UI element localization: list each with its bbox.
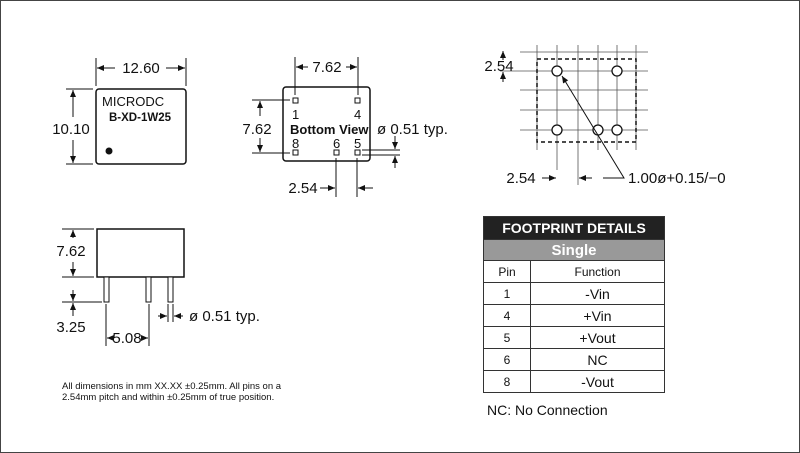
- pin-label-5: 5: [354, 136, 362, 151]
- dimension-notes: All dimensions in mm XX.XX ±0.25mm. All pins on a 2.54mm pitch and within ±0.25mm of true position.: [62, 381, 282, 403]
- footprint-hole-dia: 1.00ø+0.15/−0: [628, 170, 726, 187]
- pin-label-4: 4: [354, 107, 362, 122]
- bottom-width-dim: 7.62: [312, 59, 342, 76]
- brand-text: MICRODC: [102, 94, 165, 109]
- function-cell: -Vout: [531, 371, 665, 393]
- pin-label-1: 1: [292, 107, 300, 122]
- top-view: [52, 58, 186, 164]
- pin-cell: 1: [484, 283, 531, 305]
- table-row: [484, 371, 665, 393]
- bottom-height-dim: 7.62: [242, 121, 272, 138]
- footprint-vertical-pitch-dim: 2.54: [484, 58, 514, 75]
- table-row: [484, 349, 665, 371]
- table-row: [484, 283, 665, 305]
- function-cell: +Vout: [531, 327, 665, 349]
- pin-label-8: 8: [292, 136, 300, 151]
- pin1-marker-dot: [106, 148, 113, 155]
- function-cell: +Vin: [531, 305, 665, 327]
- footprint-horizontal-pitch-dim: 2.54: [506, 170, 536, 187]
- pin-cell: 6: [484, 349, 531, 371]
- side-view-body: [97, 229, 184, 277]
- bottom-pin-dia: ø 0.51 typ.: [377, 121, 448, 138]
- side-view: [56, 229, 259, 347]
- bottom-pitch-dim: 2.54: [288, 180, 318, 197]
- top-height-dim: 10.10: [52, 121, 90, 138]
- footprint-grid: [484, 45, 725, 187]
- col-header-function: Function: [531, 261, 665, 283]
- side-pin-dia: ø 0.51 typ.: [189, 308, 260, 325]
- pin-label-6: 6: [333, 136, 341, 151]
- bottom-view-title: Bottom View: [290, 122, 369, 137]
- footprint-details-table: [483, 216, 665, 393]
- model-text: B-XD-1W25: [109, 112, 171, 124]
- table-subtitle: Single: [484, 240, 665, 261]
- table-row: [484, 305, 665, 327]
- table-row: [484, 327, 665, 349]
- pin-cell: 5: [484, 327, 531, 349]
- function-cell: NC: [531, 349, 665, 371]
- side-spacing-dim: 5.08: [112, 330, 142, 347]
- side-pin-length-dim: 3.25: [56, 319, 86, 336]
- nc-note: NC: No Connection: [487, 402, 608, 418]
- bottom-view: [242, 57, 447, 197]
- col-header-pin: Pin: [484, 261, 531, 283]
- function-cell: -Vin: [531, 283, 665, 305]
- side-height-dim: 7.62: [56, 243, 86, 260]
- table-title: FOOTPRINT DETAILS: [484, 217, 665, 240]
- pin-cell: 4: [484, 305, 531, 327]
- top-width-dim: 12.60: [122, 60, 160, 77]
- pin-cell: 8: [484, 371, 531, 393]
